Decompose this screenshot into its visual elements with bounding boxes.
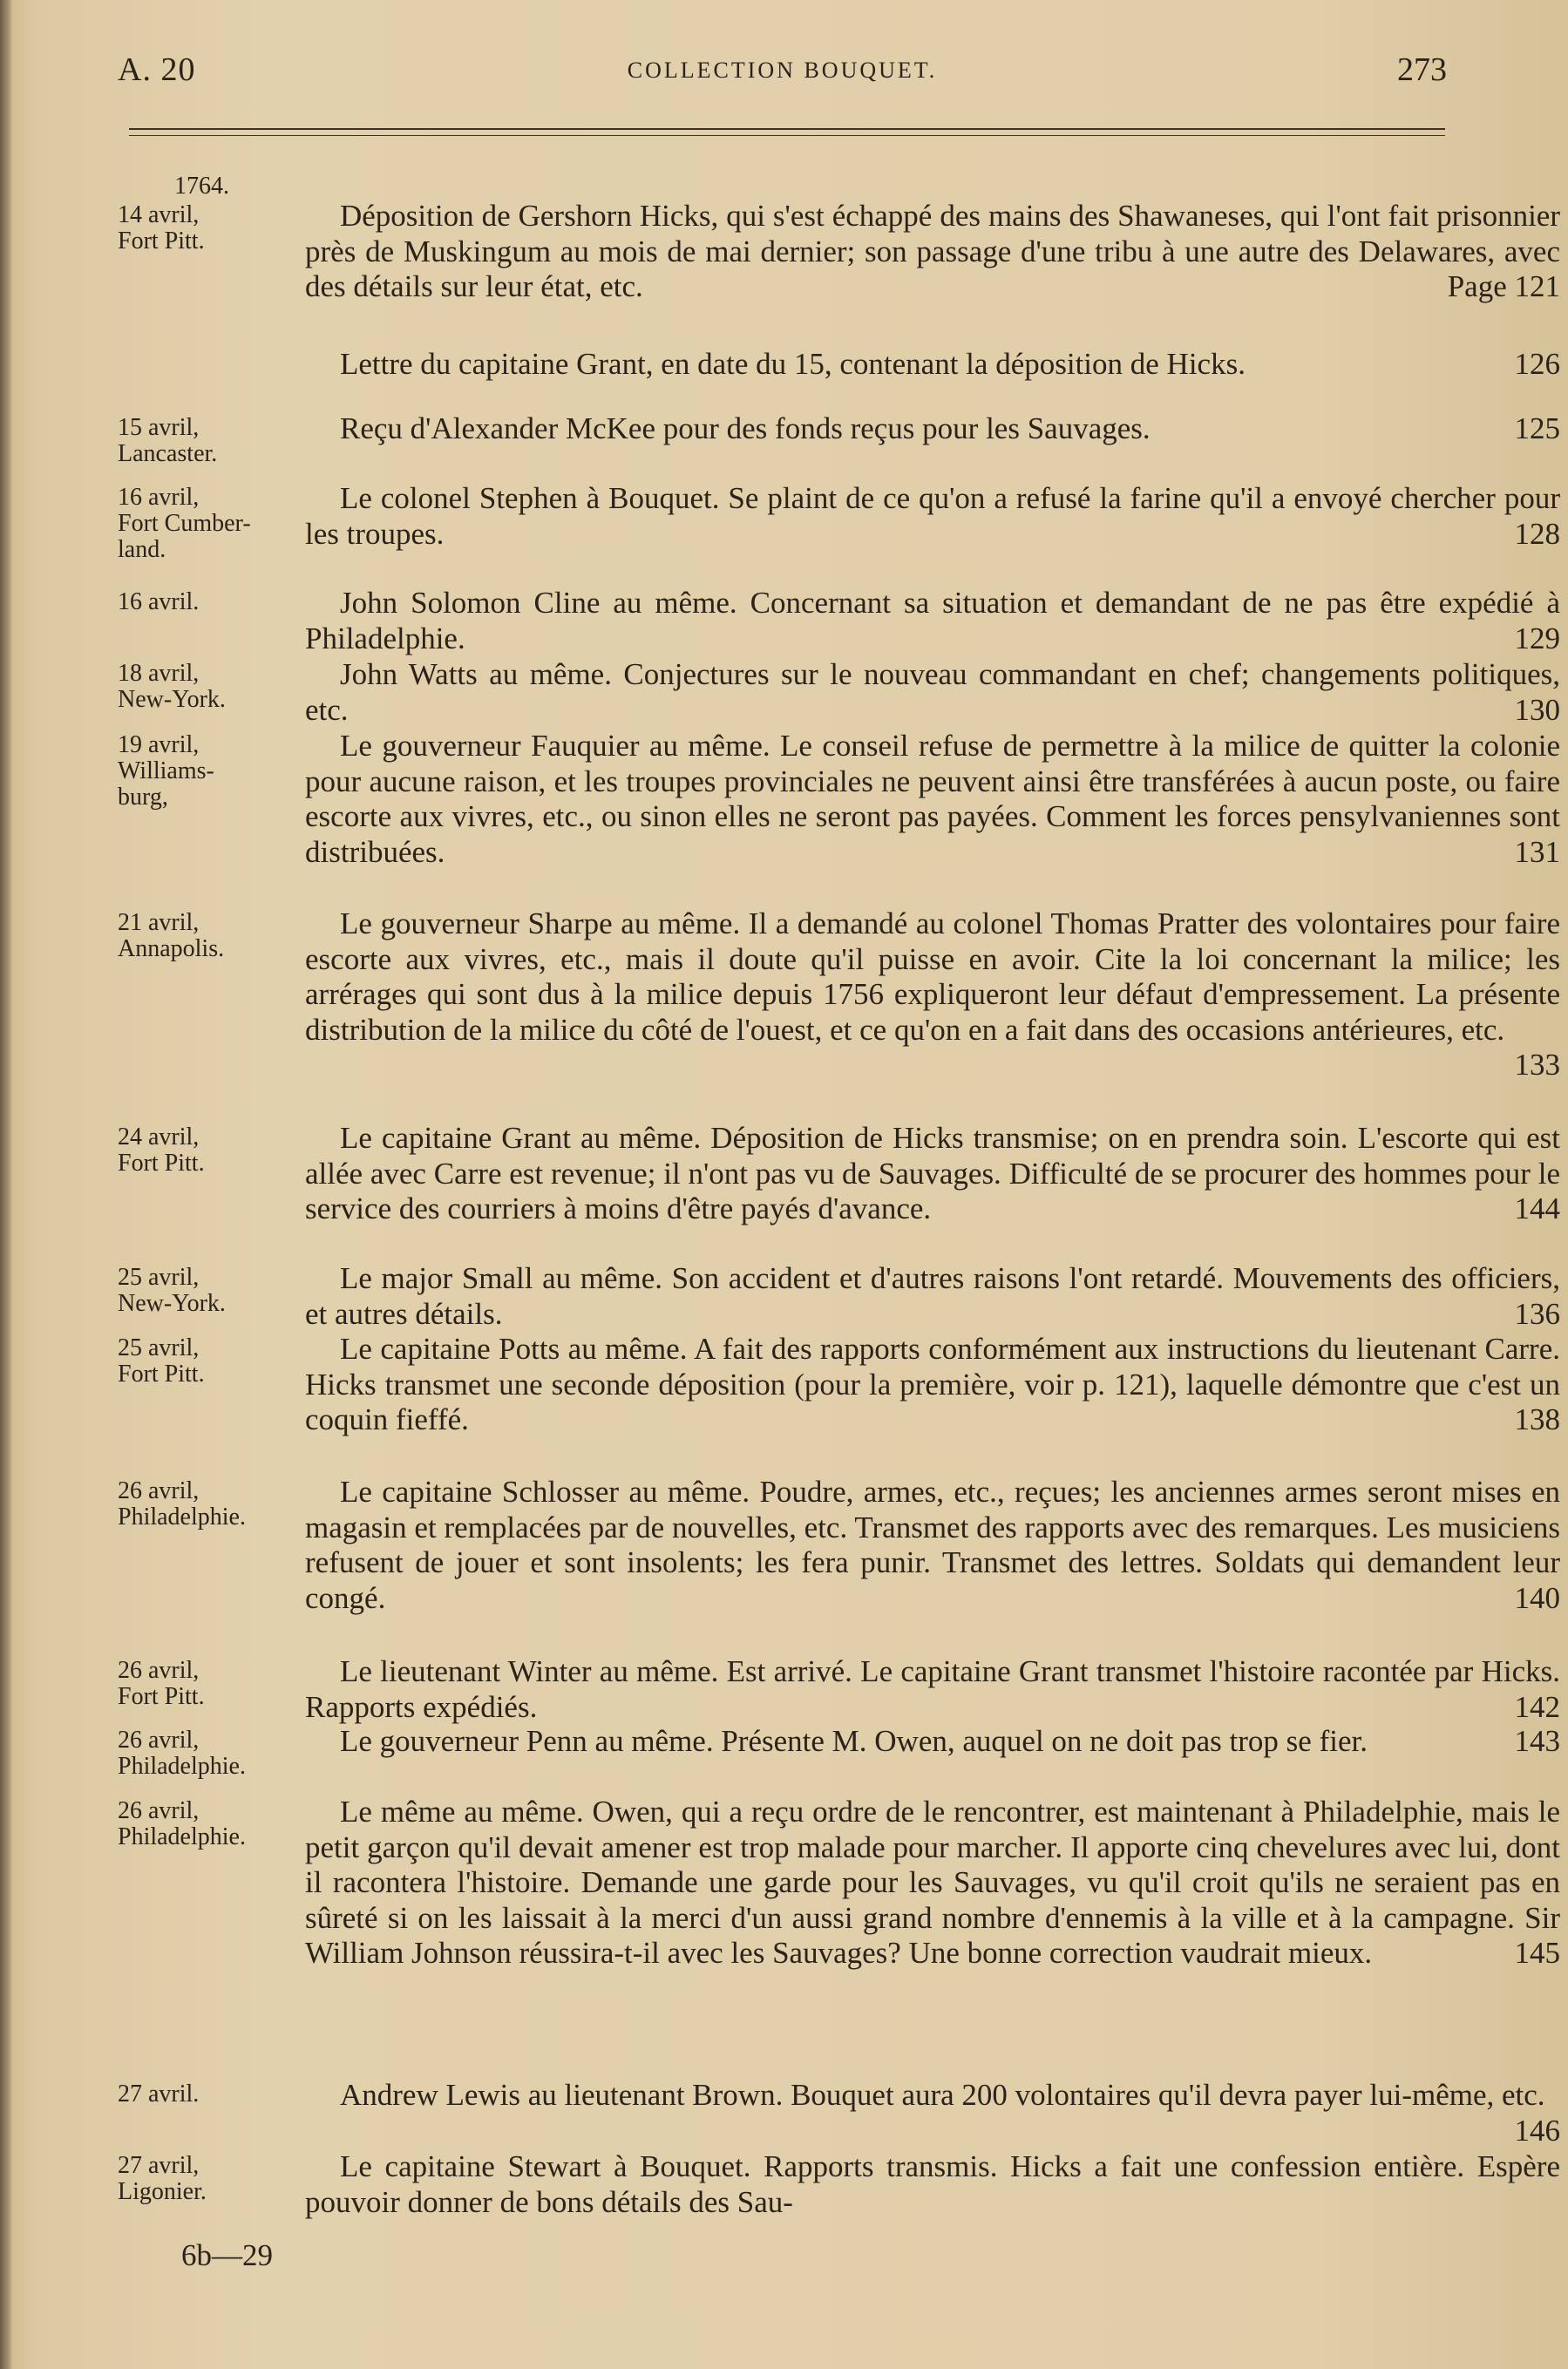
page-reference: 138: [1514, 1402, 1560, 1436]
entry-date-line: 15 avril,: [118, 414, 200, 441]
entry-date-line: 18 avril,: [118, 660, 200, 687]
entry-date: [118, 1335, 292, 1388]
entry-body: Le colonel Stephen à Bouquet. Se plaint de ce qu'on a refusé la farine qu'il a envoyé chercher pour les troupes.: [305, 481, 1560, 551]
entry-date: [118, 1798, 292, 1850]
entry-body: Le capitaine Potts au même. A fait des rapports conformément aux instructions du lieutenant Carre. Hicks transmet une seconde déposition (pour la première, voir p. 121), laquelle démontre que c'est un coquin fieffé.: [305, 1332, 1560, 1436]
page-reference: 128: [1514, 516, 1560, 551]
entry-date: [118, 1265, 292, 1317]
entry-description: [305, 411, 1560, 447]
page-reference: 146: [1514, 2113, 1560, 2148]
entry-text: [305, 1121, 1560, 1227]
entry-text: [305, 1795, 1560, 1972]
entry-body: John Watts au même. Conjectures sur le nouveau commandant en chef; changements politiques, etc.: [305, 657, 1560, 727]
entry-text: [305, 1654, 1560, 1725]
entry-body: Le gouverneur Fauquier au même. Le conseil refuse de permettre à la milice de quitter la colonie pour aucune raison, et les troupes provinciales ne peuvent ainsi être transférées à aucun poste, ou faire escorte aux vivres, etc., ou sinon elles ne seront pas payées. Comment les forces pensylvaniennes sont distribuées.: [305, 729, 1560, 869]
entry-date-line: Fort Pitt.: [118, 1683, 205, 1710]
entry-date-line: 21 avril,: [118, 909, 200, 936]
entry-description: [305, 1261, 1560, 1332]
entry-description: [305, 481, 1560, 552]
entry-text: [305, 1724, 1560, 1760]
entry-date-line: 19 avril,: [118, 731, 200, 758]
entry-body: Le lieutenant Winter au même. Est arrivé. Le capitaine Grant transmet l'histoire racontée par Hicks. Rapports expédiés.: [305, 1654, 1560, 1724]
entry-text: [305, 906, 1560, 1083]
entry-date: [118, 1478, 292, 1531]
page-reference: 143: [1514, 1724, 1560, 1758]
entry-body: John Solomon Cline au même. Concernant sa situation et demandant de ne pas être expédié à Philadelphie.: [305, 586, 1560, 655]
entry-date-line: burg,: [118, 784, 168, 811]
entry-date-line: Philadelphie.: [118, 1753, 246, 1780]
entry-date-line: 16 avril,: [118, 484, 200, 511]
entry-body: Le capitaine Grant au même. Déposition de Hicks transmise; on en prendra soin. L'escorte qui est allée avec Carre est revenue; il n'ont pas vu de Sauvages. Difficulté de se procurer des hommes pour le service des courriers à moins d'être payés d'avance.: [305, 1121, 1560, 1225]
entry-body: Lettre du capitaine Grant, en date du 15, contenant la déposition de Hicks.: [340, 347, 1246, 381]
entry-date: [118, 661, 292, 713]
entry-description: [305, 657, 1560, 728]
page-reference: 129: [1514, 621, 1560, 655]
entry-date: [118, 2153, 292, 2205]
entry-date: [118, 910, 292, 962]
entry-date-line: Fort Pitt.: [118, 1150, 205, 1177]
entry-text: [305, 481, 1560, 552]
entry-body: Déposition de Gershorn Hicks, qui s'est échappé des mains des Shawaneses, qui l'ont fait prisonnier près de Muskingum au mois de mai dernier; son passage d'une tribu à une autre des Delawares, avec des détails sur leur état, etc.: [305, 199, 1560, 303]
entry-date-line: Philadelphie.: [118, 1823, 246, 1850]
book-binding-shadow: [0, 0, 12, 2369]
page-reference: 131: [1514, 834, 1560, 869]
entry-body: Le capitaine Schlosser au même. Poudre, armes, etc., reçues; les anciennes armes seront mises en magasin et remplacées par de nouvelles, etc. Transmet des rapports avec des remarques. Les musiciens refusent de jouer et sont insolents; les fera punir. Transmet des lettres. Soldats qui demandent leur congé.: [305, 1475, 1560, 1615]
entry-description: [305, 1332, 1560, 1438]
entry-date-line: Fort Cumber-: [118, 510, 251, 537]
entry-body: Le gouverneur Penn au même. Présente M. Owen, auquel on ne doit pas trop se fier.: [340, 1724, 1368, 1758]
entry-date: [118, 732, 292, 811]
entry-text: [305, 411, 1560, 447]
entry-date: [118, 1124, 292, 1177]
entry-date-line: land.: [118, 536, 166, 563]
entry-text: [305, 657, 1560, 728]
entry-date-line: Fort Pitt.: [118, 1361, 205, 1388]
running-header: [118, 51, 1447, 103]
entry-date-line: Philadelphie.: [118, 1504, 246, 1531]
entry-date: [118, 202, 292, 255]
page-reference: 136: [1514, 1296, 1560, 1331]
volume-label: A. 20: [118, 51, 196, 88]
entry-date-line: 26 avril,: [118, 1477, 200, 1504]
year-heading: 1764.: [174, 173, 229, 200]
entry-date-line: 26 avril,: [118, 1657, 200, 1684]
header-rule: [129, 128, 1445, 130]
entry-body: Le même au même. Owen, qui a reçu ordre de le rencontrer, est maintenant à Philadelphie, mais le petit garçon qu'il devait amener est trop malade pour marcher. Il apporte cinq chevelures avec lui, dont il racontera l'histoire. Demande une garde pour les Sauvages, vu qu'il croit qu'ils ne seraient pas en sûreté si on les laissait à la merci d'un aussi grand nombre d'ennemis à la ville et à la campagne. Sir William Johnson réussira-t-il avec les Sauvages? Une bonne correction vaudrait mieux.: [305, 1795, 1560, 1970]
entry-description: [305, 906, 1560, 1082]
page-reference: Page 121: [1447, 269, 1560, 303]
entry-date-line: 26 avril,: [118, 1797, 200, 1824]
entry-date-line: 27 avril,: [118, 2152, 200, 2179]
entry-text: [305, 729, 1560, 870]
entry-text: [305, 1261, 1560, 1332]
entry-date-line: 24 avril,: [118, 1123, 200, 1151]
entry-date-line: 26 avril,: [118, 1727, 200, 1754]
entry-date: [118, 2081, 292, 2108]
entry-description: [305, 199, 1560, 305]
entry-date-line: 25 avril,: [118, 1264, 200, 1291]
entry-date: [118, 485, 292, 563]
entry-body: Reçu d'Alexander McKee pour des fonds reçus pour les Sauvages.: [340, 411, 1151, 445]
entry-text: [305, 199, 1560, 305]
entry-description: [305, 729, 1560, 870]
entry-body: Le major Small au même. Son accident et d'autres raisons l'ont retardé. Mouvements des officiers, et autres détails.: [305, 1261, 1560, 1331]
entry-date-line: New-York.: [118, 1290, 226, 1317]
entry-description: [305, 2078, 1560, 2148]
entry-date-line: Annapolis.: [118, 935, 225, 962]
entry-text: [305, 586, 1560, 656]
entry-date: [118, 415, 292, 467]
entry-text: [305, 2078, 1560, 2148]
entry-date-line: 25 avril,: [118, 1334, 200, 1361]
entry-date: [118, 1728, 292, 1780]
page-number: 273: [1397, 51, 1447, 88]
entry-date-line: Ligonier.: [118, 2178, 207, 2205]
entry-text: [305, 1475, 1560, 1616]
page-reference: 144: [1514, 1191, 1560, 1225]
entry-text: [305, 347, 1560, 383]
entry-text: [305, 2149, 1560, 2220]
page-reference: 140: [1514, 1580, 1560, 1615]
entry-description: [305, 1121, 1560, 1227]
entry-date: [118, 1658, 292, 1710]
entry-description: [305, 586, 1560, 656]
page-reference: 142: [1514, 1689, 1560, 1724]
entry-date-line: 16 avril.: [118, 588, 200, 615]
entry-date: [118, 589, 292, 615]
entry-description: [305, 2149, 1560, 2220]
entry-date-line: New-York.: [118, 686, 226, 713]
page-reference: 130: [1514, 692, 1560, 727]
header-rule-thin: [129, 135, 1445, 136]
page-reference: 133: [1514, 1048, 1560, 1082]
entry-description: [305, 1724, 1560, 1760]
entry-body: Andrew Lewis au lieutenant Brown. Bouquet aura 200 volontaires qu'il devra payer lui-même, etc.: [340, 2078, 1545, 2112]
entry-description: [305, 1475, 1560, 1616]
entry-date-line: 14 avril,: [118, 201, 200, 228]
page-reference: 126: [1514, 347, 1560, 381]
entry-date-line: 27 avril.: [118, 2081, 200, 2108]
page-reference: 145: [1514, 1936, 1560, 1970]
collection-title: COLLECTION BOUQUET.: [627, 58, 938, 83]
entry-body: Le gouverneur Sharpe au même. Il a demandé au colonel Thomas Pratter des volontaires pour faire escorte aux vivres, etc., mais il doute qu'il puisse en avoir. Cite la loi concernant la milice; les arrérages qui sont dus à la milice depuis 1756 expliqueront leur défaut d'empressement. La présente distribution de la milice du côté de l'ouest, et ce qu'on en a fait dans des occasions antérieures, etc.: [305, 906, 1560, 1047]
entry-date-line: Lancaster.: [118, 440, 218, 467]
entry-date-line: Fort Pitt.: [118, 227, 205, 255]
entry-description: [305, 1654, 1560, 1725]
entry-text: [305, 1332, 1560, 1438]
entry-description: [305, 1795, 1560, 1972]
page-reference: 125: [1514, 411, 1560, 445]
entry-description: [305, 347, 1560, 383]
signature-mark: 6b—29: [181, 2238, 273, 2272]
entry-body: Le capitaine Stewart à Bouquet. Rapports transmis. Hicks a fait une confession entière. Espère pouvoir donner de bons détails des Sau-: [305, 2149, 1560, 2219]
entry-date-line: Williams-: [118, 757, 214, 784]
